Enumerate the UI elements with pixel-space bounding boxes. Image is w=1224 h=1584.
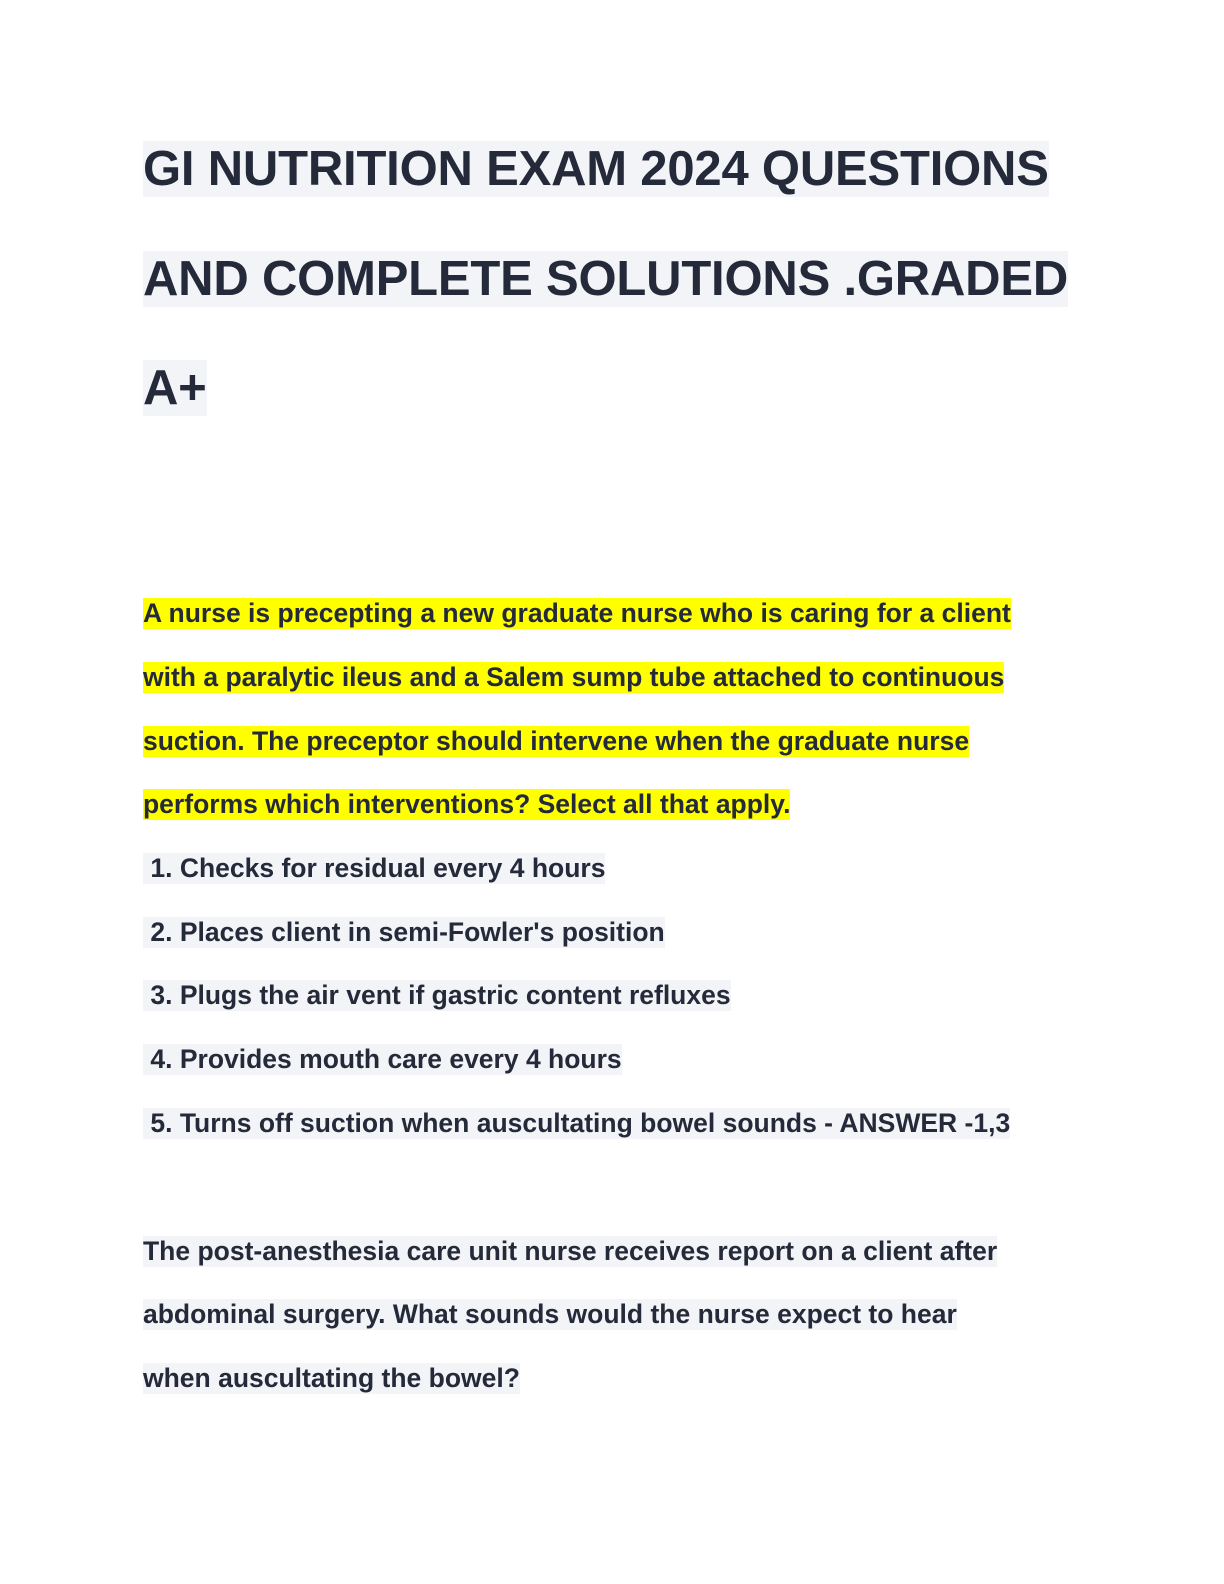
question-2-stem-line-3: when auscultating the bowel? <box>143 1363 520 1393</box>
question-2-stem-line-2: abdominal surgery. What sounds would the nurse expect to hear <box>143 1299 957 1329</box>
question-1-stem-line-4: performs which interventions? Select all that apply. <box>143 789 791 819</box>
question-1-option-3: 3. Plugs the air vent if gastric content refluxes <box>143 980 731 1010</box>
question-1-option-1: 1. Checks for residual every 4 hours <box>143 853 606 883</box>
question-1-stem-line-3: suction. The preceptor should intervene when the graduate nurse <box>143 726 970 756</box>
question-2-stem-line-1: The post-anesthesia care unit nurse receives report on a client after <box>143 1236 998 1266</box>
title-line-3: A+ <box>143 361 207 415</box>
question-1-option-5-answer: 5. Turns off suction when auscultating bowel sounds - ANSWER -1,3 <box>143 1108 1011 1138</box>
question-1-option-2: 2. Places client in semi-Fowler's position <box>143 917 665 947</box>
title-line-1: GI NUTRITION EXAM 2024 QUESTIONS <box>143 142 1049 196</box>
question-1-stem-line-1: A nurse is precepting a new graduate nurse who is caring for a client <box>143 598 1011 628</box>
question-1-stem-line-2: with a paralytic ileus and a Salem sump tube attached to continuous <box>143 662 1005 692</box>
title-line-2: AND COMPLETE SOLUTIONS .GRADED <box>143 252 1069 306</box>
question-1-option-4: 4. Provides mouth care every 4 hours <box>143 1044 622 1074</box>
